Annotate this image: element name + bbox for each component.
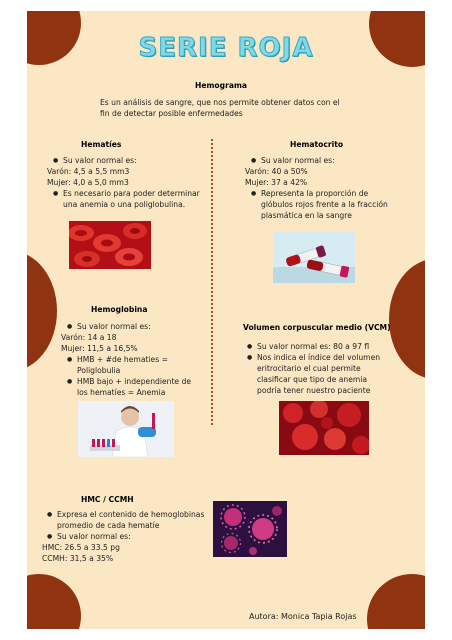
hematies-bullet-2-line-2: una anemia o una poliglobulina.: [63, 200, 186, 209]
hemograma-heading: Hemograma: [195, 81, 247, 90]
hematies-varon: Varón: 4,5 a 5,5 mm3: [47, 167, 130, 176]
hematocrito-text: [245, 155, 420, 221]
hematocrito-bullet-1: ● Su valor normal es:: [251, 155, 420, 166]
hemoglobina-bullet-2-line-2: Poliglobulia: [77, 366, 121, 375]
blood-cells-closeup-illustration: [279, 401, 369, 455]
hemoglobina-bullet-2-line-1: HMB + #de hematies =: [77, 355, 168, 364]
hematies-bullet-2-line-1: Es necesario para poder determinar: [63, 189, 200, 198]
hemoglobina-mujer: Mujer: 11,5 a 16,5%: [61, 344, 138, 353]
hematocrito-bullet-2-line-3: plasmática en la sangre: [261, 211, 352, 220]
blood-tubes-illustration: [273, 231, 355, 283]
vcm-bullet-2-line-4: podría tener nuestro paciente: [257, 386, 371, 395]
vcm-bullet-2-line-1: Nos indica el índice del volumen: [257, 353, 381, 362]
hemoglobina-bullet-1: ● Su valor normal es:: [67, 321, 211, 332]
hematocrito-bullet-2-line-2: glóbulos rojos frente a la fracción: [261, 200, 388, 209]
page-title: SERIE ROJA: [138, 33, 314, 63]
red-blood-cells-illustration: [69, 221, 151, 269]
intro-line-1: Es un análisis de sangre, que nos permite obtener datos con el: [100, 98, 340, 107]
hematocrito-varon: Varón: 40 a 50%: [245, 167, 308, 176]
hemograma-description: [100, 97, 400, 119]
hmc-bullet-2: ● Su valor normal es:: [47, 531, 222, 542]
hematies-mujer: Mujer: 4,0 a 5,0 mm3: [47, 178, 129, 187]
center-divider: [211, 139, 213, 425]
vcm-heading: Volumen corpuscular medio (VCM): [243, 323, 391, 332]
virus-cells-illustration: [213, 501, 287, 557]
vcm-bullet-1: ● Su valor normal es: 80 a 97 fl: [247, 341, 422, 352]
hematies-bullet-1: ● Su valor normal es:: [53, 155, 207, 166]
red-blood-cells-image: [69, 221, 151, 269]
ccmh-value: CCMH: 31,5 a 35%: [42, 554, 114, 563]
hematocrito-mujer: Mujer: 37 a 42%: [245, 178, 308, 187]
hemoglobina-text: [61, 321, 211, 398]
hematocrito-bullet-2: [251, 188, 420, 221]
corner-blob-bottom-left: [27, 574, 81, 629]
hmc-bullet-1: [47, 509, 222, 531]
hmc-bullet-1-line-2: promedio de cada hematíe: [57, 521, 160, 530]
blood-test-tubes-image: [273, 231, 355, 283]
virus-cells-image: [213, 501, 287, 557]
corner-blob-bottom-right: [367, 574, 425, 629]
hemoglobina-varon: Varón: 14 a 18: [61, 333, 117, 342]
intro-line-2: fin de detectar posible enfermedades: [100, 109, 243, 118]
vcm-bullet-2-line-2: eritrocitario el cual permite: [257, 364, 361, 373]
hematies-text: [47, 155, 207, 210]
hemoglobina-heading: Hemoglobina: [91, 305, 148, 314]
hematocrito-bullet-2-line-1: Representa la proporción de: [261, 189, 369, 198]
side-blob-left: [27, 251, 57, 371]
hematies-heading: Hematíes: [81, 140, 122, 149]
hemoglobina-bullet-3-line-2: los hematíes = Anemia: [77, 388, 166, 397]
hemoglobina-bullet-3-line-1: HMB bajo + independiente de: [77, 377, 191, 386]
hmc-bullet-1-line-1: Expresa el contenido de hemoglobinas: [57, 510, 205, 519]
poster: [27, 11, 425, 629]
hmc-heading: HMC / CCMH: [81, 495, 134, 504]
author-credit: Autora: Monica Tapia Rojas: [249, 612, 357, 621]
vcm-bullet-2-line-3: clasificar que tipo de anemia: [257, 375, 368, 384]
blood-cells-closeup-image: [279, 401, 369, 455]
lab-scientist-image: [78, 401, 174, 457]
hematies-bullet-2: [53, 188, 207, 210]
hemoglobina-bullet-2: [67, 354, 211, 376]
hemoglobina-bullet-3: [67, 376, 211, 398]
lab-scientist-illustration: [78, 401, 174, 457]
hmc-value: HMC: 26.5 a 33.5 pg: [42, 543, 120, 552]
vcm-text: [247, 341, 422, 396]
hmc-text: [42, 509, 222, 564]
vcm-bullet-2: [247, 352, 422, 396]
hematocrito-heading: Hematocrito: [290, 140, 344, 149]
